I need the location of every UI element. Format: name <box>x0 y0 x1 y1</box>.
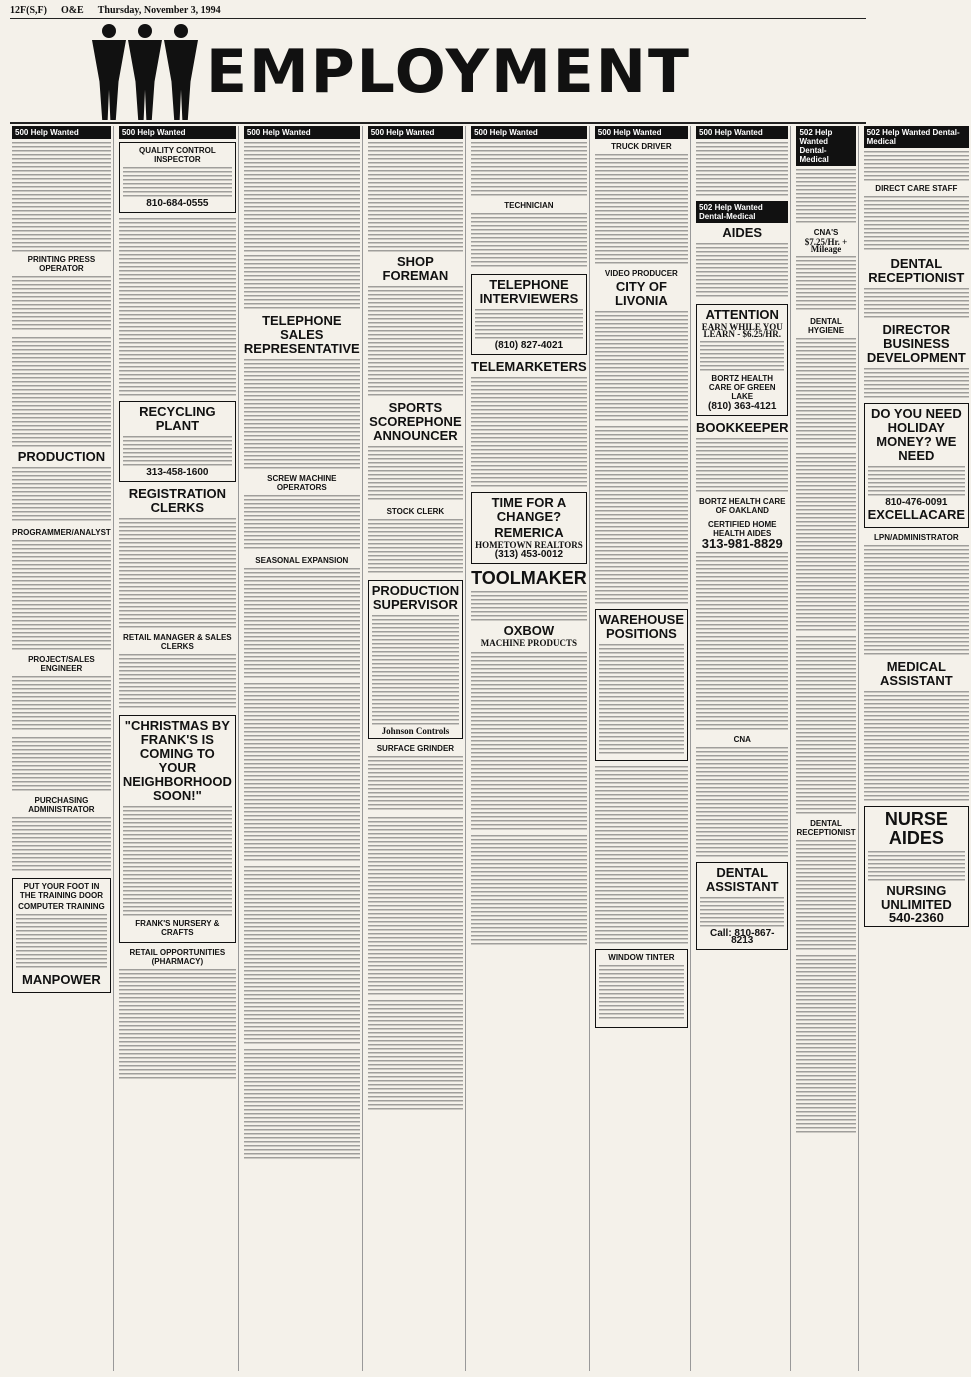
worker-figure-icon <box>128 24 162 120</box>
ad-subtitle: EARN WHILE YOU LEARN - $6.25/HR. <box>701 322 783 339</box>
classified-ad <box>368 507 463 575</box>
ad-text-block <box>868 851 966 881</box>
ad-subtitle: CITY OF LIVONIA <box>615 279 668 308</box>
newspaper-page <box>10 0 966 1377</box>
ad-title: PRODUCTION SUPERVISOR <box>371 583 460 612</box>
ad-subtitle: MACHINE PRODUCTS <box>480 638 578 648</box>
ad-title: PRODUCTION <box>17 449 106 464</box>
ad-title: TRUCK DRIVER <box>611 142 672 151</box>
ad-title: DO YOU NEED HOLIDAY MONEY? WE NEED <box>870 406 962 463</box>
ad-phone: 313-981-8829 <box>701 536 783 551</box>
column-header: 502 Help Wanted Dental-Medical <box>696 201 788 223</box>
column-6 <box>593 126 691 1371</box>
column-header: 500 Help Wanted <box>471 126 587 139</box>
ad-text-block <box>368 286 463 396</box>
classified-ad <box>864 257 970 318</box>
ad-text-block <box>475 309 583 339</box>
ad-company: BORTZ HEALTH CARE OF OAKLAND <box>698 497 786 515</box>
paper-name: O&E <box>60 4 84 16</box>
classified-ad <box>368 401 463 502</box>
ad-text-block <box>244 1049 360 1159</box>
ad-text-block <box>700 341 784 371</box>
ad-title: DIRECT CARE STAFF <box>875 184 958 193</box>
classified-ad <box>696 226 788 299</box>
classified-ad <box>864 403 970 528</box>
ad-text-block <box>595 766 688 946</box>
ad-title: QUALITY CONTROL INSPECTOR <box>138 146 216 164</box>
column-header: 500 Help Wanted <box>368 126 463 139</box>
masthead-rule <box>10 122 866 124</box>
ad-text-block <box>12 142 111 252</box>
ad-logo-text: MANPOWER <box>22 972 101 987</box>
column-header: 500 Help Wanted <box>696 126 788 139</box>
classified-ad <box>864 184 970 252</box>
ad-text-block <box>12 337 111 447</box>
ad-text-block <box>595 154 688 264</box>
ad-text-block <box>12 676 111 732</box>
ad-title: REGISTRATION CLERKS <box>128 486 226 515</box>
ad-title: ATTENTION <box>705 307 779 322</box>
ad-text-block <box>696 142 788 198</box>
ad-title: TELEPHONE SALES REPRESENTATIVE <box>243 313 360 356</box>
ad-phone: 810-684-0555 <box>146 198 209 209</box>
ad-text-block <box>12 467 111 523</box>
ad-title: WINDOW TINTER <box>608 953 675 962</box>
ad-title: CERTIFIED HOME HEALTH AIDES <box>708 520 777 538</box>
ad-company: NURSING UNLIMITED <box>880 883 952 912</box>
ad-text-block <box>368 1000 463 1110</box>
classified-ad <box>471 360 587 487</box>
ad-text-block <box>244 568 360 678</box>
classified-ad <box>696 862 788 950</box>
ad-text-block <box>244 683 360 863</box>
ad-phone: 540-2360 <box>888 910 944 925</box>
classified-ad <box>244 314 360 469</box>
ad-text-block <box>368 817 463 997</box>
column-header: 500 Help Wanted <box>12 126 111 139</box>
ad-title: RECYCLING PLANT <box>139 404 216 433</box>
ad-text-block <box>244 866 360 1046</box>
ad-text-block <box>471 142 587 198</box>
ad-text-block <box>471 835 587 945</box>
classified-ad <box>119 633 236 710</box>
ad-text-block <box>368 142 463 252</box>
classified-ad <box>796 228 855 312</box>
ad-text-block <box>12 540 111 650</box>
ad-text-block <box>471 213 587 269</box>
ad-text-block <box>700 897 784 927</box>
classified-ad <box>244 556 360 678</box>
ad-text-block <box>864 545 970 655</box>
classified-ad <box>796 819 855 950</box>
ad-logo-text: FRANK'S NURSERY & CRAFTS <box>135 919 220 937</box>
ad-title: TIME FOR A CHANGE? <box>491 495 567 524</box>
ad-text-block <box>12 737 111 793</box>
ad-text-block <box>16 914 107 970</box>
ad-title: CNA'S <box>813 228 839 237</box>
ad-text-block <box>368 519 463 575</box>
column-header: 500 Help Wanted <box>119 126 236 139</box>
ad-title: WAREHOUSE POSITIONS <box>598 612 684 641</box>
ad-phone: (810) 827-4021 <box>494 340 564 351</box>
ad-title: DENTAL RECEPTIONIST <box>796 819 856 837</box>
classified-ad <box>864 660 970 801</box>
ad-text-block <box>368 756 463 812</box>
column-2 <box>117 126 239 1371</box>
ad-title: LPN/ADMINISTRATOR <box>874 533 959 542</box>
ad-text-block <box>244 359 360 469</box>
ad-text-block <box>864 196 970 252</box>
ad-text-block <box>599 965 684 1021</box>
ad-title: AIDES <box>722 225 763 240</box>
classified-ad <box>696 520 788 551</box>
ad-text-block <box>244 255 360 311</box>
ad-logo-text: Johnson Controls <box>381 726 450 736</box>
column-8 <box>794 126 858 1371</box>
classified-ad <box>12 255 111 332</box>
ad-subtitle: $7.25/Hr. + Mileage <box>804 237 848 254</box>
classified-ad <box>595 269 688 421</box>
classified-ad <box>119 948 236 1079</box>
ad-text-block <box>696 552 788 732</box>
column-7 <box>694 126 791 1371</box>
ad-title: DIRECTOR BUSINESS DEVELOPMENT <box>866 322 966 365</box>
ad-title: SPORTS SCOREPHONE ANNOUNCER <box>369 400 462 443</box>
classified-ad <box>864 806 970 927</box>
ad-title: PURCHASING ADMINISTRATOR <box>28 796 95 814</box>
classified-ad <box>368 255 463 396</box>
ad-text-block <box>796 840 855 950</box>
ad-title: DENTAL RECEPTIONIST <box>868 256 965 285</box>
classified-ad <box>12 450 111 523</box>
ad-logo-text: EXCELLACARE <box>867 507 966 522</box>
ad-text-block <box>368 446 463 502</box>
ad-title: RETAIL OPPORTUNITIES (PHARMACY) <box>129 948 226 966</box>
ad-text-block <box>696 243 788 299</box>
column-header: 502 Help Wanted Dental-Medical <box>796 126 855 166</box>
folio-line <box>10 2 866 19</box>
ad-text-block <box>244 142 360 252</box>
ad-title: PUT YOUR FOOT IN THE TRAINING DOOR <box>19 882 103 900</box>
ad-phone: (313) 453-0012 <box>494 549 564 560</box>
ad-text-block <box>864 368 970 398</box>
ad-text-block <box>868 466 966 496</box>
ad-text-block <box>119 654 236 710</box>
ad-title: SCREW MACHINE OPERATORS <box>267 474 337 492</box>
ad-text-block <box>599 644 684 754</box>
ad-title: STOCK CLERK <box>386 507 445 516</box>
ad-text-block <box>119 518 236 628</box>
ad-title: RETAIL MANAGER & SALES CLERKS <box>123 633 232 651</box>
ad-title: TELEPHONE INTERVIEWERS <box>479 277 579 306</box>
worker-figure-icon <box>164 24 198 120</box>
ad-phone: (810) 363-4121 <box>708 401 777 412</box>
classified-ad <box>12 878 111 993</box>
classified-ad <box>119 715 236 943</box>
column-1 <box>10 126 114 1371</box>
classified-ad <box>12 528 111 650</box>
ad-text-block <box>123 436 232 466</box>
classified-ad <box>119 142 236 213</box>
ad-text-block <box>471 377 587 487</box>
ad-text-block <box>244 495 360 551</box>
ad-text-block <box>796 256 855 312</box>
ad-phone: 810-476-0091 <box>885 497 948 508</box>
ad-title: NURSE AIDES <box>884 809 948 848</box>
ad-subtitle: HOMETOWN REALTORS <box>475 540 583 550</box>
classified-ad <box>864 323 970 398</box>
classified-ad <box>471 274 587 355</box>
ad-title: DENTAL ASSISTANT <box>705 865 779 894</box>
classified-ad <box>696 421 788 515</box>
ad-title: SEASONAL EXPANSION <box>255 556 349 565</box>
classified-ad <box>595 949 688 1028</box>
ad-title: VIDEO PRODUCER <box>604 269 678 278</box>
masthead <box>10 22 866 122</box>
ad-text-block <box>372 615 459 725</box>
ad-subtitle: COMPUTER TRAINING <box>18 902 105 911</box>
column-5 <box>469 126 590 1371</box>
ad-title: "CHRISTMAS BY FRANK'S IS COMING TO YOUR NEIGHBORHOOD SOON!" <box>122 718 232 803</box>
classified-ad <box>471 492 587 564</box>
column-9 <box>862 126 971 1371</box>
ad-title: TOOLMAKER <box>471 568 587 588</box>
ad-text-block <box>796 636 855 816</box>
ad-text-block <box>796 338 855 448</box>
ad-text-block <box>119 218 236 398</box>
issue-date: Thursday, November 3, 1994 <box>97 4 221 16</box>
classified-columns <box>10 126 966 1371</box>
ad-text-block <box>119 969 236 1079</box>
page-number: 12F(S,F) <box>10 4 47 16</box>
ad-logo-text: OXBOW <box>503 623 555 638</box>
ad-phone: Call: 810-867-8213 <box>709 928 775 946</box>
ad-text-block <box>864 151 970 181</box>
ad-title: CNA <box>733 735 751 744</box>
column-header: 500 Help Wanted <box>595 126 688 139</box>
ad-logo-text: REMERICA <box>494 525 564 540</box>
section-title: EMPLOYMENT <box>206 37 691 107</box>
classified-ad <box>471 201 587 269</box>
ad-title: BOOKKEEPER <box>696 420 789 435</box>
classified-ad <box>696 304 788 416</box>
ad-phone: 313-458-1600 <box>146 467 209 478</box>
classified-ad <box>595 142 688 264</box>
ad-title: MEDICAL ASSISTANT <box>879 659 953 688</box>
ad-text-block <box>595 426 688 606</box>
classified-ad <box>368 744 463 812</box>
classified-ad <box>471 569 587 647</box>
ad-text-block <box>12 817 111 873</box>
ad-text-block <box>796 955 855 1135</box>
ad-company: BORTZ HEALTH CARE OF GREEN LAKE <box>708 374 776 401</box>
ad-title: TELEMARKETERS <box>471 359 587 374</box>
classified-ad <box>595 609 688 761</box>
ad-text-block <box>864 288 970 318</box>
ad-text-block <box>123 167 232 197</box>
worker-figure-icon <box>92 24 126 120</box>
column-4 <box>366 126 466 1371</box>
ad-title: PROJECT/SALES ENGINEER <box>28 655 95 673</box>
classified-ad <box>12 796 111 873</box>
classified-ad <box>244 474 360 551</box>
ad-title: SHOP FOREMAN <box>382 254 449 283</box>
classified-ad <box>368 580 463 739</box>
ad-title: PROGRAMMER/ANALYST <box>12 528 111 537</box>
column-3 <box>242 126 363 1371</box>
classified-ad <box>796 317 855 448</box>
ad-text-block <box>471 591 587 621</box>
classified-ad <box>119 401 236 482</box>
column-header: 500 Help Wanted <box>244 126 360 139</box>
ad-text-block <box>796 169 855 225</box>
worker-figures-logo <box>92 24 198 120</box>
ad-text-block <box>696 747 788 857</box>
column-header: 502 Help Wanted Dental-Medical <box>864 126 970 148</box>
ad-text-block <box>796 453 855 633</box>
ad-text-block <box>864 691 970 801</box>
ad-text-block <box>696 438 788 494</box>
ad-text-block <box>471 652 587 832</box>
classified-ad <box>119 487 236 628</box>
classified-ad <box>864 533 970 655</box>
classified-ad <box>696 735 788 857</box>
ad-title: DENTAL HYGIENE <box>808 317 845 335</box>
ad-title: SURFACE GRINDER <box>376 744 455 753</box>
ad-text-block <box>595 311 688 421</box>
ad-text-block <box>12 276 111 332</box>
ad-title: TECHNICIAN <box>504 201 554 210</box>
ad-text-block <box>123 806 232 916</box>
ad-title: PRINTING PRESS OPERATOR <box>27 255 96 273</box>
classified-ad <box>12 655 111 732</box>
